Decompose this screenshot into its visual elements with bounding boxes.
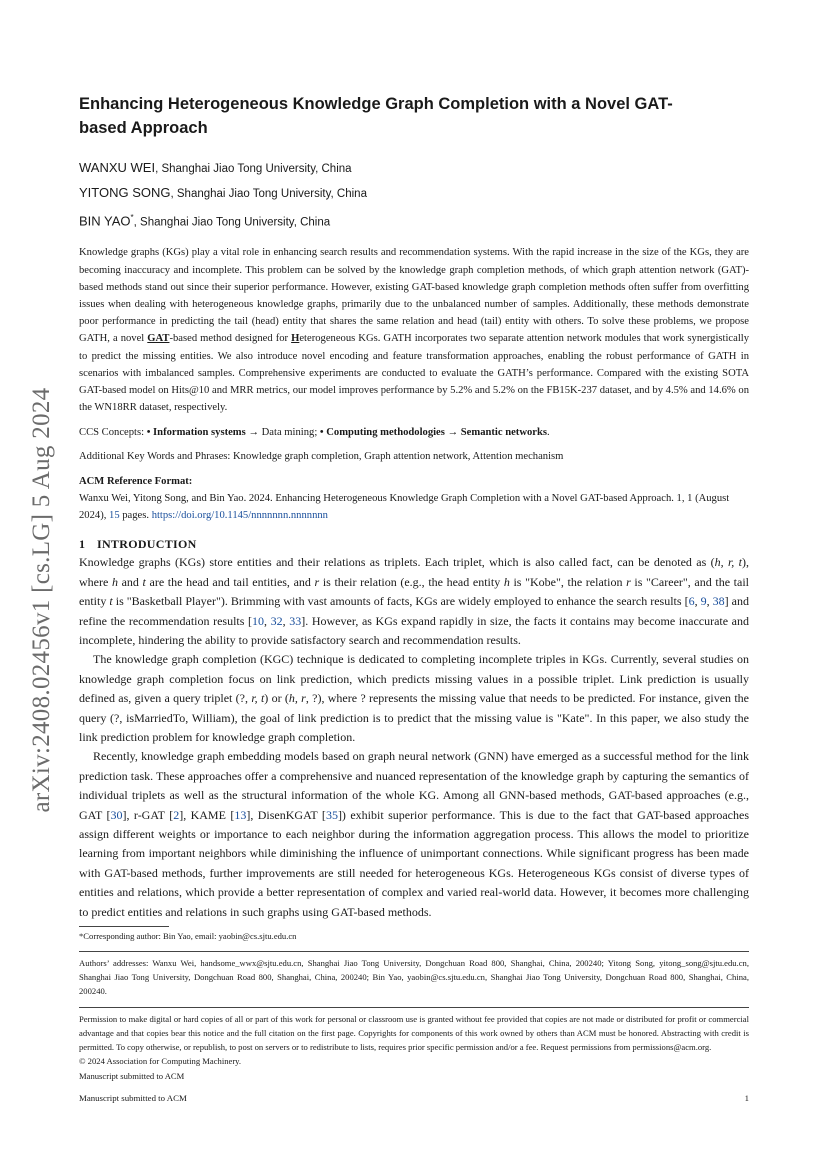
author-name: YITONG SONG bbox=[79, 185, 171, 200]
corresponding-mark: * bbox=[130, 213, 134, 222]
section-number: 1 bbox=[79, 537, 86, 552]
text: ], KAME [ bbox=[179, 807, 235, 822]
pages-link[interactable]: 15 bbox=[109, 510, 120, 522]
citation-link[interactable]: 32 bbox=[270, 613, 283, 628]
abstract-text: -based method designed for bbox=[169, 333, 292, 345]
text: ) or ( bbox=[264, 691, 289, 706]
page-footer bbox=[79, 1093, 749, 1103]
footer-left: Manuscript submitted to ACM bbox=[79, 1093, 187, 1103]
acm-ref-text: pages. bbox=[119, 510, 152, 522]
citation-link[interactable]: 10 bbox=[252, 613, 265, 628]
paper-page bbox=[79, 92, 749, 1083]
math: r bbox=[314, 574, 320, 589]
citation-link[interactable]: 6 bbox=[688, 594, 695, 609]
intro-paragraph-2 bbox=[79, 650, 749, 747]
arxiv-id[interactable]: arXiv:2408.02456v1 [cs.LG] 5 Aug 2024 bbox=[28, 387, 55, 813]
text: , bbox=[706, 594, 713, 609]
author-addresses: Authors’ addresses: Wanxu Wei, handsome_wwx@sjtu.edu.cn, Shanghai Jiao Tong University, Dongchuan Road 800, Shanghai, China, 200240; Yitong Song, yitong_song@sjtu.edu.cn, Shanghai Jiao Tong University, Dongchuan Road 800, Shanghai, China, 200240; Bin Yao, yaobin@cs.sjtu.edu.cn, Shanghai Jiao Tong University, Dongchuan Road 800, Shanghai, China, 200240. bbox=[79, 958, 749, 997]
intro-paragraph-3 bbox=[79, 747, 749, 922]
footnote-divider bbox=[79, 926, 169, 927]
text: ], r-GAT [ bbox=[122, 807, 174, 822]
ccs-item: Semantic networks bbox=[460, 427, 547, 439]
page-number: 1 bbox=[744, 1093, 749, 1103]
ccs-end: . bbox=[547, 427, 550, 439]
text: are the head and tail entities, and bbox=[145, 574, 315, 589]
abstract-emph: GAT bbox=[147, 333, 170, 345]
math: h bbox=[503, 574, 510, 589]
author-affiliation: , Shanghai Jiao Tong University, China bbox=[155, 163, 352, 175]
acm-ref-heading: ACM Reference Format: bbox=[79, 476, 193, 488]
section-title: INTRODUCTION bbox=[97, 537, 197, 552]
text: , bbox=[282, 613, 290, 628]
acm-ref bbox=[79, 490, 749, 524]
footnote: *Corresponding author: Bin Yao, email: yaobin@cs.sjtu.edu.cn bbox=[79, 931, 297, 942]
abstract-text: eterogeneous KGs. GATH incorporates two separate attention network modules that work synergistically to predict the missing entities. We also introduce novel encoding and feature transformation approaches, enabling the robust performance of GATH in scenarios with imbalanced samples. Comprehensive experiments are conducted to evaluate the GATH’s performance. Compared with the existing SOTA GAT-based model on Hits@10 and MRR metrics, our model improves performance by 5.2% and 5.2% on the FB15K-237 dataset, and by 4.5% and 14.6% on the WN18RR dataset, respectively. bbox=[79, 333, 749, 414]
ccs-item: • Computing methodologies bbox=[319, 427, 445, 439]
keywords: Additional Key Words and Phrases: Knowledge graph completion, Graph attention network, Attention mechanism bbox=[79, 451, 564, 463]
ccs-concepts bbox=[79, 424, 749, 441]
citation-link[interactable]: 33 bbox=[289, 613, 302, 628]
math: h bbox=[111, 574, 118, 589]
text: is "Kobe", the relation bbox=[509, 574, 627, 589]
math: t bbox=[109, 594, 113, 609]
ccs-item: • Information systems bbox=[146, 427, 246, 439]
math: t bbox=[142, 574, 146, 589]
text: ], DisenKGAT [ bbox=[246, 807, 326, 822]
submission-note: Manuscript submitted to ACM bbox=[79, 1070, 185, 1081]
author-3 bbox=[79, 206, 749, 234]
text: Recently, knowledge graph embedding models based on graph neural network (GNN) have emerged as a successful method for the link prediction task. These approaches offer a comprehensive and nuanced representation of the knowledge graph by capturing the semantics of individual triplets as well as the structural information of the whole KG. Among all GNN-based methods, GAT-based approaches (e.g., GAT [ bbox=[79, 749, 749, 822]
ccs-item: → Data mining; bbox=[245, 427, 320, 439]
author-2 bbox=[79, 181, 749, 206]
citation-link[interactable]: 38 bbox=[712, 594, 725, 609]
author-1 bbox=[79, 156, 749, 181]
doi-link[interactable]: https://doi.org/10.1145/nnnnnnn.nnnnnnn bbox=[151, 510, 328, 522]
abstract-emph: H bbox=[291, 333, 300, 345]
author-name: BIN YAO bbox=[79, 213, 131, 229]
ccs-arrow: → bbox=[444, 427, 461, 439]
citation-link[interactable]: 35 bbox=[325, 807, 338, 822]
author-name: WANXU WEI bbox=[79, 160, 156, 175]
math: h, r, t bbox=[714, 555, 742, 570]
text: and bbox=[117, 574, 143, 589]
math: h, r bbox=[288, 691, 306, 706]
copyright: © 2024 Association for Computing Machinery. bbox=[79, 1056, 242, 1067]
arxiv-stamp bbox=[22, 0, 62, 1171]
text: , bbox=[694, 594, 701, 609]
section-heading bbox=[79, 535, 749, 553]
text: Knowledge graphs (KGs) store entities and their relations as triplets. Each triplet, which is also called fact, can be denoted as ( bbox=[79, 555, 715, 570]
divider bbox=[79, 1007, 749, 1008]
author-list bbox=[79, 156, 749, 234]
intro-paragraph-1 bbox=[79, 553, 749, 650]
text: ), where bbox=[79, 555, 749, 589]
text: The knowledge graph completion (KGC) technique is dedicated to completing incomplete triples in KGs. Currently, several studies on knowledge graph completion focus on link prediction, which predicts missing values in a possible triplet. Link prediction is usually defined as, given a query triplet (?, bbox=[79, 652, 749, 706]
author-affiliation: , Shanghai Jiao Tong University, China bbox=[170, 188, 367, 200]
citation-link[interactable]: 9 bbox=[700, 594, 707, 609]
citation-link[interactable]: 2 bbox=[173, 807, 180, 822]
text: ] and refine the recommendation results [ bbox=[79, 594, 750, 628]
text: is "Basketball Player"). Brimming with vast amounts of facts, KGs are widely employed to enhance the search results [ bbox=[112, 594, 689, 609]
math: r, t bbox=[251, 691, 265, 706]
math: r bbox=[626, 574, 631, 589]
paper-title: Enhancing Heterogeneous Knowledge Graph Completion with a Novel GAT-based Approach bbox=[79, 95, 673, 137]
citation-link[interactable]: 13 bbox=[234, 807, 247, 822]
permission-notice: Permission to make digital or hard copies of all or part of this work for personal or classroom use is granted without fee provided that copies are not made or distributed for profit or commercial advantage and that copies bear this notice and the full citation on the first page. Copyrights for components of this work owned by others than ACM must be honored. Abstracting with credit is permitted. To copy otherwise, or republish, to post on servers or to redistribute to lists, requires prior specific permission and/or a fee. Request permissions from permissions@acm.org. bbox=[79, 1013, 749, 1053]
text: , bbox=[264, 613, 271, 628]
text: ]. However, as KGs expand rapidly in size, the facts it contains may become inaccurate and incomplete, hindering the ability to provide satisfactory search and recommendation results. bbox=[79, 613, 750, 647]
text: ]) exhibit superior performance. This is due to the fact that GAT-based approaches assign different weights or importance to each neighbor during the information aggregation process. This allows the model to prioritize learning from important neighbors while diminishing the influence of unimportant connections. While significant progress has been made with GAT-based methods, further improvements are still needed for heterogeneous KGs. Heterogeneous KGs consist of diverse types of entities and relations, which provide a better representation of complex and varied real-world data. However, it becomes more challenging to predict entities and relations in such graphs using GAT-based methods. bbox=[79, 807, 749, 919]
ccs-label: CCS Concepts: bbox=[79, 427, 147, 439]
text: is "Career", and the tail entity bbox=[79, 574, 749, 609]
author-affiliation: , Shanghai Jiao Tong University, China bbox=[133, 216, 331, 229]
text: , ?), where ? represents the missing value that needs to be predicted. For instance, given the query (?, isMarriedTo, William), the goal of link prediction is to predict that the missing value is "Kate". In this paper, we also study the link prediction problem for knowledge graph completion. bbox=[79, 691, 749, 745]
citation-link[interactable]: 30 bbox=[110, 807, 123, 822]
divider bbox=[79, 951, 749, 952]
text: is their relation (e.g., the head entity bbox=[319, 574, 504, 589]
acm-ref-text: Wanxu Wei, Yitong Song, and Bin Yao. 2024. Enhancing Heterogeneous Knowledge Graph Completion with a Novel GAT-based Approach. 1, 1 (August 2024), bbox=[79, 493, 730, 522]
abstract bbox=[79, 244, 749, 416]
abstract-text: Knowledge graphs (KGs) play a vital role in enhancing search results and recommendation systems. With the rapid increase in the size of the KGs, they are becoming inaccuracy and incomplete. This problem can be solved by the knowledge graph completion methods, of which graph attention network (GAT)-based methods stand out since their superior performance. However, existing GAT-based knowledge graph completion methods often suffer from overfitting issues when dealing with heterogeneous knowledge graphs, primarily due to the unbalanced number of samples. Additionally, these methods demonstrate poor performance in predicting the tail (head) entity that shares the same relation and head (tail) entity with others. To solve these problems, we propose GATH, a novel bbox=[79, 247, 749, 345]
